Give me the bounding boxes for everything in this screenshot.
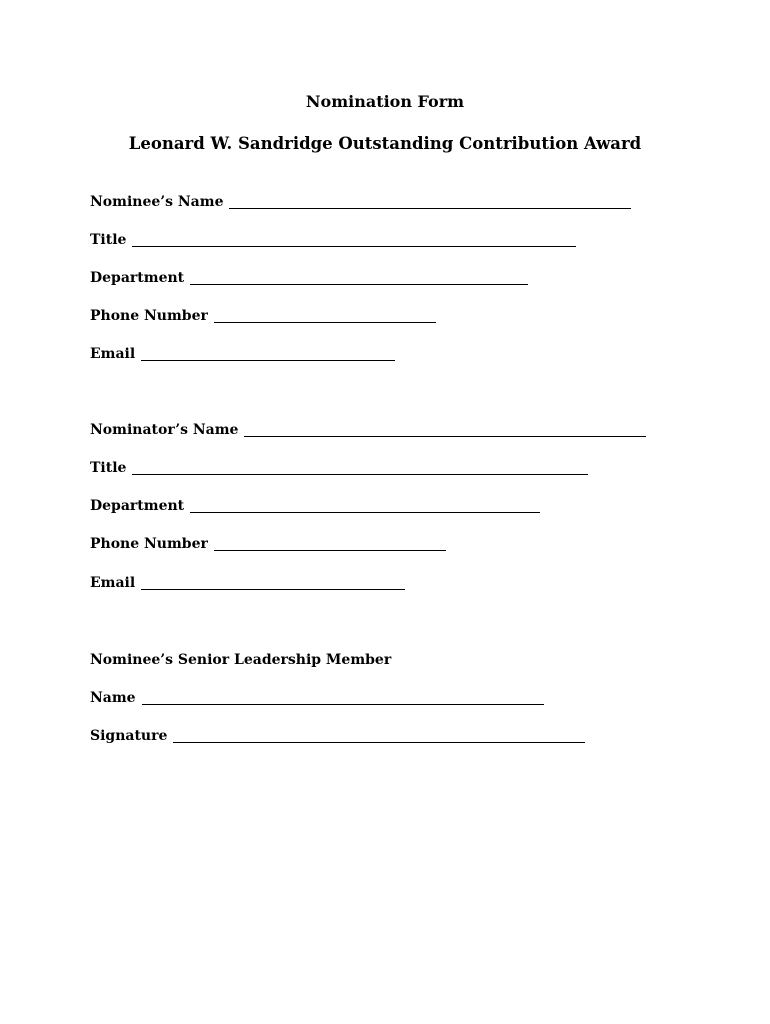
nominator-name-field xyxy=(90,420,646,440)
nominee-phone-label: Phone Number xyxy=(90,308,208,324)
nominee-email-field xyxy=(90,344,395,364)
nominator-phone-label: Phone Number xyxy=(90,536,208,552)
nominator-phone-field xyxy=(90,534,446,554)
nominee-email-line[interactable] xyxy=(141,346,395,361)
nominee-phone-line[interactable] xyxy=(214,308,436,323)
leadership-heading: Nominee’s Senior Leadership Member xyxy=(90,652,392,668)
leadership-signature-label: Signature xyxy=(90,728,168,744)
nominee-name-field xyxy=(90,192,631,212)
leadership-name-field xyxy=(90,688,544,708)
form-title: Nomination Form xyxy=(305,92,465,111)
nominee-email-label: Email xyxy=(90,346,136,362)
nominator-title-field xyxy=(90,458,588,478)
nominator-title-label: Title xyxy=(90,460,127,476)
nominee-department-field xyxy=(90,268,528,288)
leadership-signature-line[interactable] xyxy=(173,728,585,743)
nominee-title-line[interactable] xyxy=(132,232,576,247)
nominee-title-field xyxy=(90,230,576,250)
nominator-phone-line[interactable] xyxy=(214,536,446,551)
leadership-name-label: Name xyxy=(90,690,136,706)
nominee-title-label: Title xyxy=(90,232,127,248)
nominator-email-line[interactable] xyxy=(141,575,405,590)
nominee-name-line[interactable] xyxy=(229,194,631,209)
nominee-phone-field xyxy=(90,306,436,326)
nominator-name-line[interactable] xyxy=(244,422,646,437)
nominator-email-field xyxy=(90,573,405,593)
nominee-department-label: Department xyxy=(90,270,185,286)
nominator-department-label: Department xyxy=(90,498,185,514)
leadership-name-line[interactable] xyxy=(142,690,544,705)
award-title: Leonard W. Sandridge Outstanding Contribution Award xyxy=(128,134,642,153)
nominator-department-field xyxy=(90,496,540,516)
nominee-department-line[interactable] xyxy=(190,270,528,285)
nominator-title-line[interactable] xyxy=(132,460,588,475)
nominator-email-label: Email xyxy=(90,575,136,591)
leadership-signature-field xyxy=(90,726,585,746)
nominator-department-line[interactable] xyxy=(190,498,540,513)
nominator-name-label: Nominator’s Name xyxy=(90,422,239,438)
nominee-name-label: Nominee’s Name xyxy=(90,194,224,210)
